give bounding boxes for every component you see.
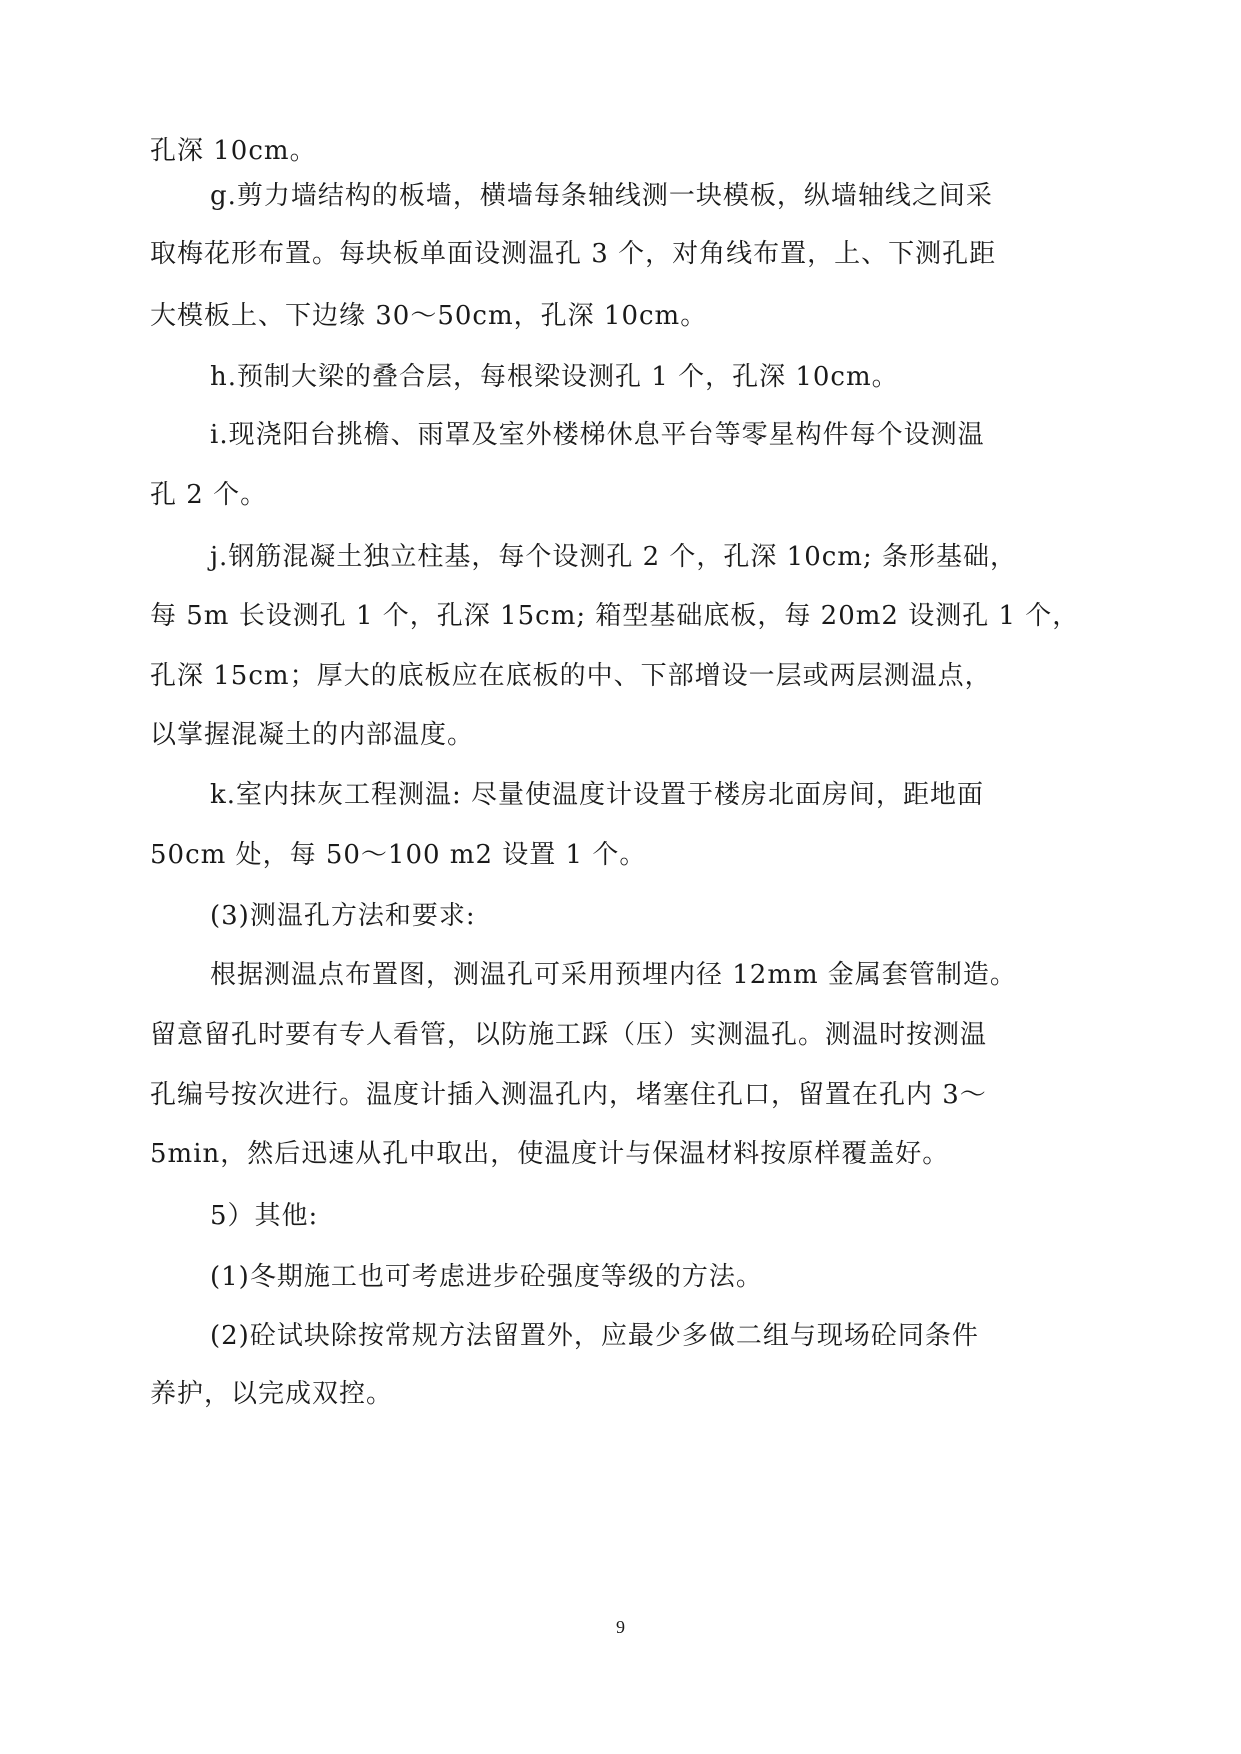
section-heading-5: 5）其他: [210, 1201, 319, 1231]
text-line: 5min，然后迅速从孔中取出，使温度计与保温材料按原样覆盖好。 [150, 1139, 950, 1169]
text-line: 50cm 处，每 50～100 m2 设置 1 个。 [150, 840, 647, 870]
text-line: 孔 2 个。 [150, 480, 268, 510]
paragraph-g-start: g.剪力墙结构的板墙，横墙每条轴线测一块模板，纵墙轴线之间采 [210, 181, 993, 211]
text-line: 以掌握混凝土的内部温度。 [150, 720, 475, 750]
page-number: 9 [616, 1617, 625, 1637]
item-2-start: (2)砼试块除按常规方法留置外，应最少多做二组与现场砼同条件 [210, 1321, 979, 1351]
text-line: 孔深 15cm；厚大的底板应在底板的中、下部增设一层或两层测温点， [150, 661, 992, 691]
item-1: (1)冬期施工也可考虑进步砼强度等级的方法。 [210, 1262, 763, 1292]
paragraph-i-start: i.现浇阳台挑檐、雨罩及室外楼梯休息平台等零星构件每个设测温 [210, 420, 985, 450]
text-line: 大模板上、下边缘 30～50cm，孔深 10cm。 [150, 301, 708, 331]
text-line: 留意留孔时要有专人看管，以防施工踩（压）实测温孔。测温时按测温 [150, 1020, 988, 1050]
text-line: 养护，以完成双控。 [150, 1379, 394, 1409]
text-line: 孔深 10cm。 [150, 136, 317, 166]
text-line: 取梅花形布置。每块板单面设测温孔 3 个，对角线布置，上、下测孔距 [150, 239, 997, 269]
paragraph-h: h.预制大梁的叠合层，每根梁设测孔 1 个，孔深 10cm。 [210, 362, 899, 392]
paragraph-j-start: j.钢筋混凝土独立柱基，每个设测孔 2 个，孔深 10cm; 条形基础， [210, 542, 1017, 572]
text-line: 孔编号按次进行。温度计插入测温孔内，堵塞住孔口，留置在孔内 3～ [150, 1080, 987, 1110]
paragraph-method-start: 根据测温点布置图，测温孔可采用预埋内径 12mm 金属套管制造。 [210, 960, 1017, 990]
text-line: 每 5m 长设测孔 1 个，孔深 15cm; 箱型基础底板，每 20m2 设测孔 1 个， [150, 601, 1080, 631]
paragraph-k-start: k.室内抹灰工程测温: 尽量使温度计设置于楼房北面房间，距地面 [210, 780, 985, 810]
section-heading-3: (3)测温孔方法和要求: [210, 901, 476, 931]
